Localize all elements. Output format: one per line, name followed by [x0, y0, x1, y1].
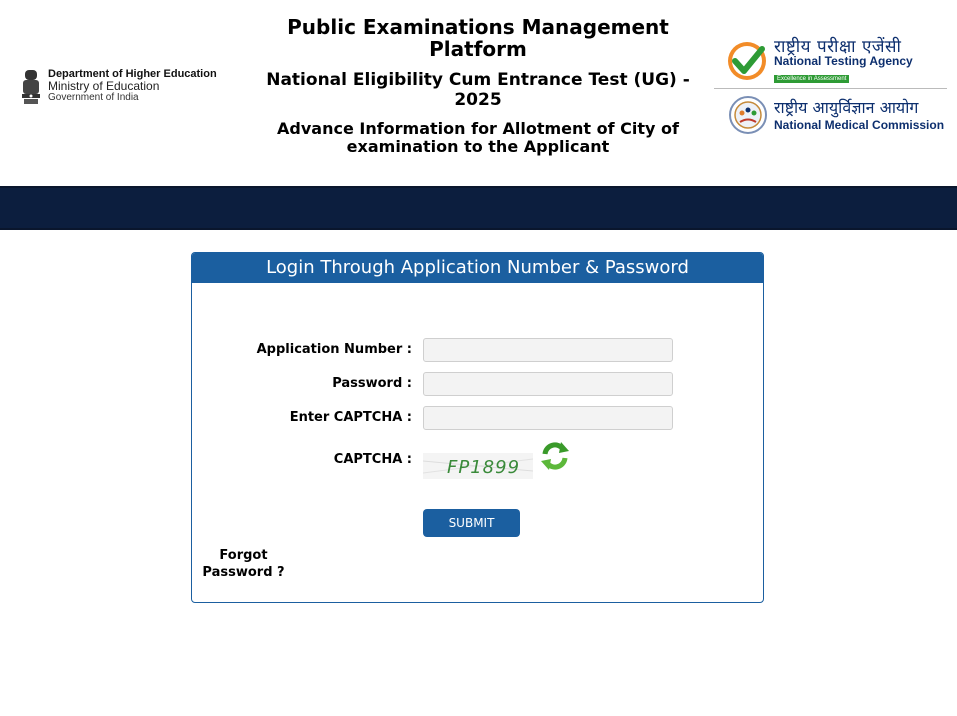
- info-title: Advance Information for Allotment of City of examination to the Applicant: [277, 119, 679, 156]
- enter-captcha-input[interactable]: [423, 406, 673, 430]
- agency-logos: [714, 38, 947, 135]
- captcha-refresh-icon[interactable]: [539, 440, 571, 472]
- captcha-image: [423, 453, 533, 479]
- nmc-logo-icon: [728, 95, 768, 135]
- application-number-input[interactable]: [423, 338, 673, 362]
- nmc-hindi-name: राष्ट्रीय आयुर्विज्ञान आयोग: [774, 98, 919, 117]
- login-panel-heading: Login Through Application Number & Password: [192, 253, 763, 283]
- captcha-code: FP1899: [447, 457, 521, 478]
- captcha-label: CAPTCHA :: [333, 452, 412, 467]
- department-block: [20, 68, 217, 106]
- navigation-bar: [0, 186, 957, 230]
- enter-captcha-label: Enter CAPTCHA :: [289, 410, 412, 425]
- nmc-logo: [714, 95, 947, 135]
- password-label: Password :: [332, 376, 412, 391]
- platform-title: Public Examinations Management Platform: [287, 15, 669, 61]
- nta-hindi-name: राष्ट्रीय परीक्षा एजेंसी: [774, 36, 902, 57]
- nta-english-name: National Testing Agency: [774, 53, 913, 68]
- password-input[interactable]: [423, 372, 673, 396]
- ministry-name: Ministry of Education: [48, 79, 160, 93]
- nmc-english-name: National Medical Commission: [774, 118, 945, 132]
- nta-logo: [714, 38, 947, 89]
- application-number-label: Application Number :: [256, 342, 412, 357]
- page-header: [0, 0, 957, 186]
- submit-button[interactable]: SUBMIT: [423, 509, 520, 537]
- header-titles: [248, 16, 708, 156]
- nta-tagline: Excellence in Assessment: [774, 75, 849, 83]
- forgot-password-link[interactable]: Forgot Password ?: [202, 548, 285, 580]
- government-name: Government of India: [48, 92, 139, 103]
- exam-title: National Eligibility Cum Entrance Test (UG) - 2025: [266, 70, 690, 110]
- ashoka-emblem-icon: [20, 68, 42, 106]
- nta-checkmark-logo-icon: [726, 40, 768, 82]
- department-text: [48, 68, 217, 104]
- login-panel: [191, 252, 764, 603]
- department-name: Department of Higher Education: [48, 68, 217, 80]
